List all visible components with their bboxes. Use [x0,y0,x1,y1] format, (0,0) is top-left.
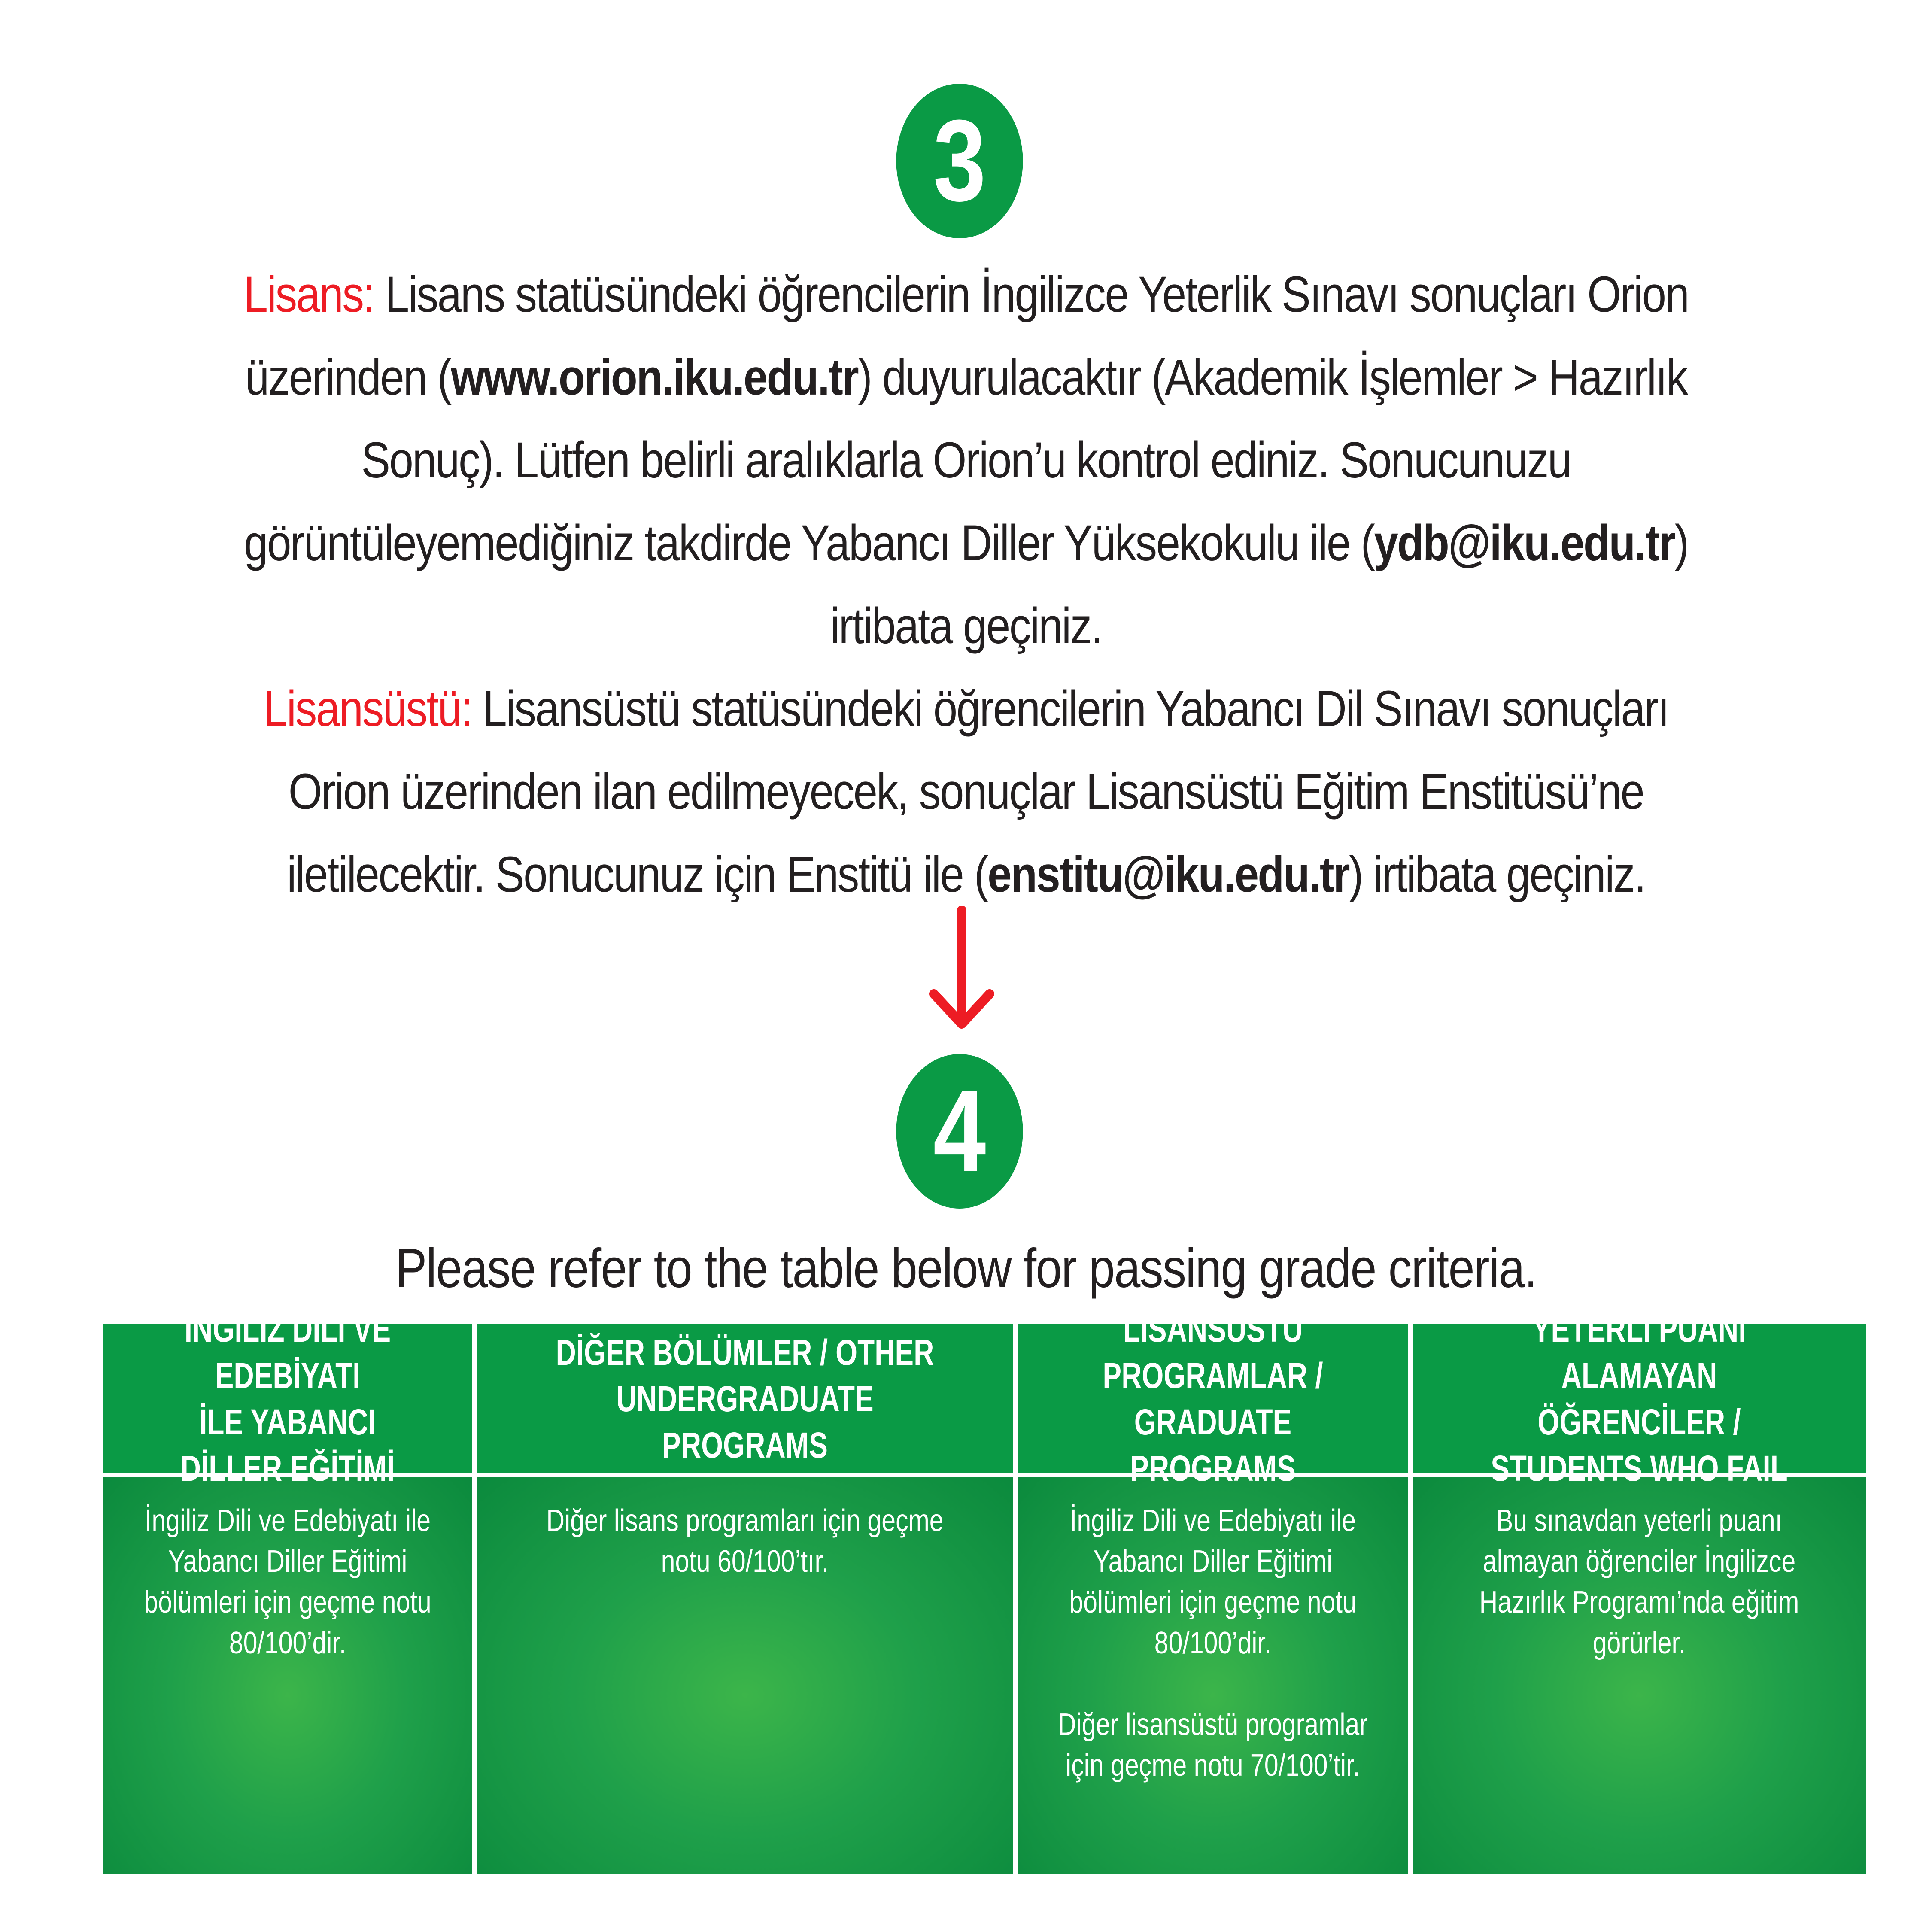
results-notice [107,253,1825,916]
cell-text: Diğer lisans programları için geçme notu 60/100’tır. [546,1504,944,1579]
cell-other-programs [477,1477,1013,1874]
lisans-text-2: ) duyurulacaktır (Akademik İşlemler > Hazırlık Sonuç). Lütfen belirli aralıklarla Orion’u kontrol ediniz. Sonucunuzu görüntüleyemediğiniz takdirde Yabancı Diller Yüksekokulu ile ( [244,349,1687,571]
ydb-email-link[interactable]: ydb@iku.edu.tr [1374,515,1675,571]
header-other-programs [477,1324,1013,1473]
cell-text: İngiliz Dili ve Edebiyatı ile Yabancı Diller Eğitimi bölümleri için geçme notu 80/100’dir. [1069,1504,1357,1660]
lisans-text-1: Lisans statüsündeki öğrencilerin İngilizce Yeterlik Sınavı sonuçları Orion üzerinden ( [245,266,1689,406]
step-4-number: 4 [933,1066,986,1196]
passing-grade-table [103,1309,1862,1878]
cell-text-secondary: Diğer lisansüstü programlar için geçme notu 70/100’tir. [1058,1707,1368,1783]
lisansustu-label: Lisansüstü: [263,680,472,737]
header-students-who-fail [1413,1309,1866,1488]
cell-english-literature [103,1477,472,1874]
header-text: DİĞER BÖLÜMLER / OTHER UNDERGRADUATE PROGRAMS [556,1332,934,1465]
table-intro: Please refer to the table below for passing grade criteria. [395,1238,1537,1299]
header-graduate-programs [1018,1309,1408,1488]
cell-text: Bu sınavdan yeterli puanı almayan öğrenciler İngilizce Hazırlık Programı’nda eğitim görürler. [1479,1504,1799,1660]
cell-students-who-fail [1413,1477,1866,1874]
lisansustu-text-2: ) irtibata geçiniz. [1349,846,1645,903]
cell-graduate-programs [1018,1477,1408,1874]
header-english-literature [103,1309,472,1488]
header-text: LİSANSÜSTÜ PROGRAMLAR / GRADUATE PROGRAMS [1103,1309,1323,1488]
step-4-badge [896,1054,1023,1209]
arrow-down-icon [927,906,996,1035]
lisansustu-text-1: Lisansüstü statüsündeki öğrencilerin Yabancı Dil Sınavı sonuçları Orion üzerinden ilan edilmeyecek, sonuçlar Lisansüstü Eğitim Enstitüsü’ne iletilecektir. Sonucunuz için Enstitü ile ( [287,680,1669,903]
lisans-paragraph [228,253,1704,668]
header-text: İNGİLİZ DİLİ VE EDEBİYATI İLE YABANCI DİLLER EĞİTİMİ [180,1309,395,1488]
lisans-label: Lisans: [243,266,374,323]
lisans-text-3: ) irtibata geçiniz. [830,515,1688,654]
step-3-badge [896,84,1023,238]
orion-link[interactable]: www.orion.iku.edu.tr [450,349,858,406]
step-3-number: 3 [933,96,986,225]
header-text: YETERLİ PUANI ALAMAYAN ÖĞRENCİLER / STUDENTS WHO FAIL [1491,1309,1788,1488]
lisansustu-paragraph [228,668,1704,916]
enstitu-email-link[interactable]: enstitu@iku.edu.tr [987,846,1349,903]
cell-text: İngiliz Dili ve Edebiyatı ile Yabancı Diller Eğitimi bölümleri için geçme notu 80/100’dir. [144,1504,431,1660]
